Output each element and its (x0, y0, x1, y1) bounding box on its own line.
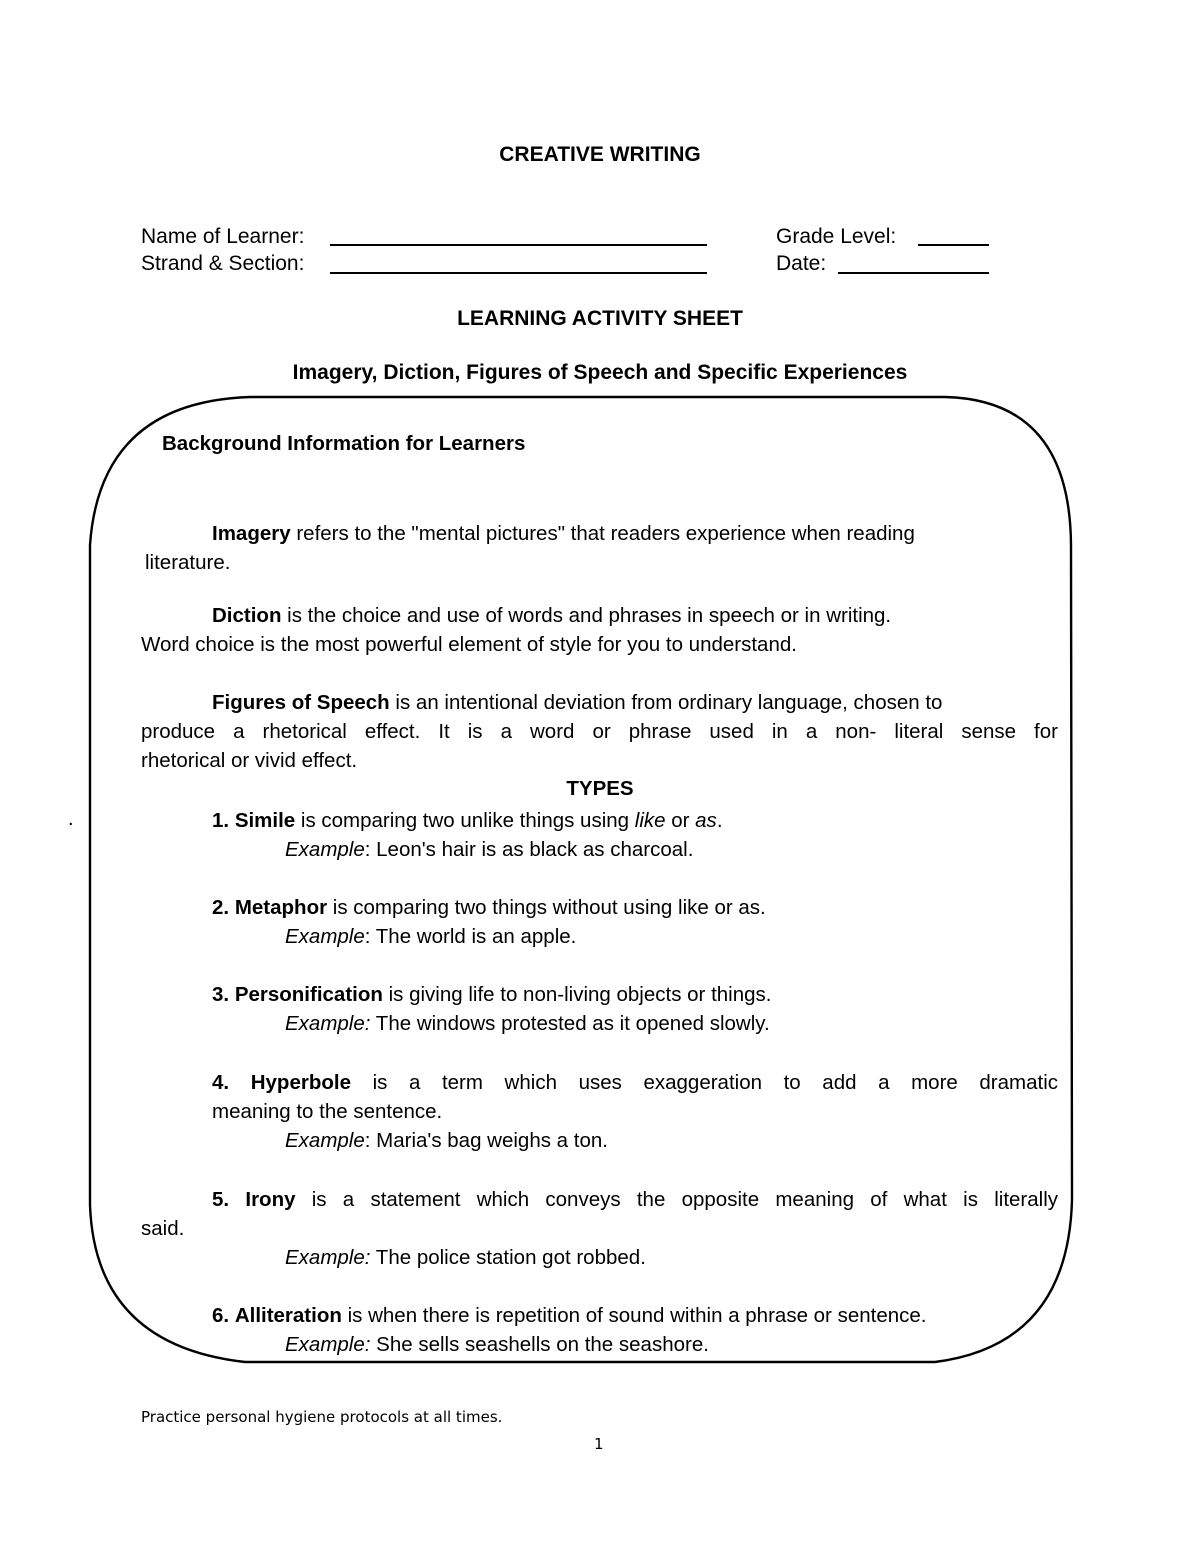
simile-example-label: Example (285, 838, 365, 861)
type-personification (212, 980, 771, 1009)
simile-example (285, 835, 693, 864)
metaphor-text: is comparing two things without using like or as. (327, 896, 766, 919)
figures-line2: produce a rhetorical effect. It is a word or phrase used in a non- literal sense for (141, 720, 1058, 743)
hyperbole-text-cont: meaning to the sentence. (212, 1100, 443, 1123)
simile-example-text: : Leon's hair is as black as charcoal. (364, 838, 694, 861)
alliteration-example-text: She sells seashells on the seashore. (370, 1333, 709, 1356)
metaphor-number: 2. (212, 896, 230, 919)
personification-term: Personification (234, 983, 383, 1006)
strand-label: Strand & Section: (141, 252, 305, 275)
footer-note: Practice personal hygiene protocols at all times. (141, 1408, 503, 1426)
irony-text: is a statement which conveys the opposite meaning of what is literally (295, 1188, 1058, 1211)
simile-period: . (716, 809, 723, 832)
metaphor-example (285, 922, 576, 951)
hyperbole-example-text: : Maria's bag weighs a ton. (364, 1129, 608, 1152)
irony-text-cont: said. (141, 1217, 185, 1240)
imagery-text-cont: literature. (145, 551, 231, 574)
irony-example (285, 1243, 646, 1272)
type-irony (212, 1185, 1058, 1214)
diction-text: is the choice and use of words and phrases in speech or in writing. (287, 604, 892, 627)
hyperbole-example-label: Example (285, 1129, 365, 1152)
irony-term: Irony (245, 1188, 296, 1211)
personification-text: is giving life to non-living objects or things. (382, 983, 772, 1006)
figures-paragraph (212, 688, 942, 717)
metaphor-term: Metaphor (234, 896, 328, 919)
diction-paragraph (212, 601, 891, 630)
page-subject: CREATIVE WRITING (499, 143, 701, 166)
simile-text: is comparing two unlike things using (295, 809, 635, 832)
imagery-text: refers to the "mental pictures" that readers experience when reading (296, 522, 915, 545)
type-hyperbole (212, 1068, 1058, 1097)
alliteration-text: is when there is repetition of sound within a phrase or sentence. (341, 1304, 927, 1327)
metaphor-example-label: Example (285, 925, 365, 948)
personification-example-text: The windows protested as it opened slowly. (370, 1012, 770, 1035)
hyperbole-example (285, 1126, 608, 1155)
alliteration-term: Alliteration (234, 1304, 342, 1327)
type-simile (212, 806, 723, 835)
topic-title: Imagery, Diction, Figures of Speech and Specific Experiences (292, 361, 908, 384)
box-heading: Background Information for Learners (162, 432, 526, 455)
imagery-term: Imagery (212, 522, 291, 545)
irony-example-label: Example: (285, 1246, 371, 1269)
grade-label: Grade Level: (776, 225, 897, 248)
figures-text: is an intentional deviation from ordinary language, chosen to (395, 691, 943, 714)
types-heading: TYPES (566, 777, 634, 800)
hyperbole-number: 4. (212, 1071, 230, 1094)
personification-example (285, 1009, 770, 1038)
diction-term: Diction (212, 604, 282, 627)
irony-number: 5. (212, 1188, 230, 1211)
name-label: Name of Learner: (141, 225, 305, 248)
imagery-paragraph (212, 519, 915, 548)
alliteration-example (285, 1330, 709, 1359)
simile-or: or (665, 809, 696, 832)
simile-term: Simile (234, 809, 296, 832)
simile-like: like (634, 809, 666, 832)
figures-line3: rhetorical or vivid effect. (141, 749, 358, 772)
alliteration-number: 6. (212, 1304, 230, 1327)
page-number: 1 (594, 1435, 604, 1453)
figures-term: Figures of Speech (212, 691, 390, 714)
personification-number: 3. (212, 983, 230, 1006)
simile-as: as (695, 809, 717, 832)
type-metaphor (212, 893, 766, 922)
type-alliteration (212, 1301, 926, 1330)
simile-number: 1. (212, 809, 230, 832)
diction-text-cont: Word choice is the most powerful element of style for you to understand. (141, 633, 797, 656)
sheet-title: LEARNING ACTIVITY SHEET (457, 307, 743, 330)
personification-example-label: Example: (285, 1012, 371, 1035)
hyperbole-text: is a term which uses exaggeration to add a more dramatic (350, 1071, 1058, 1094)
margin-dot: . (68, 808, 74, 830)
irony-example-text: The police station got robbed. (370, 1246, 646, 1269)
alliteration-example-label: Example: (285, 1333, 371, 1356)
date-label: Date: (776, 252, 827, 275)
hyperbole-term: Hyperbole (250, 1071, 351, 1094)
metaphor-example-text: : The world is an apple. (364, 925, 577, 948)
